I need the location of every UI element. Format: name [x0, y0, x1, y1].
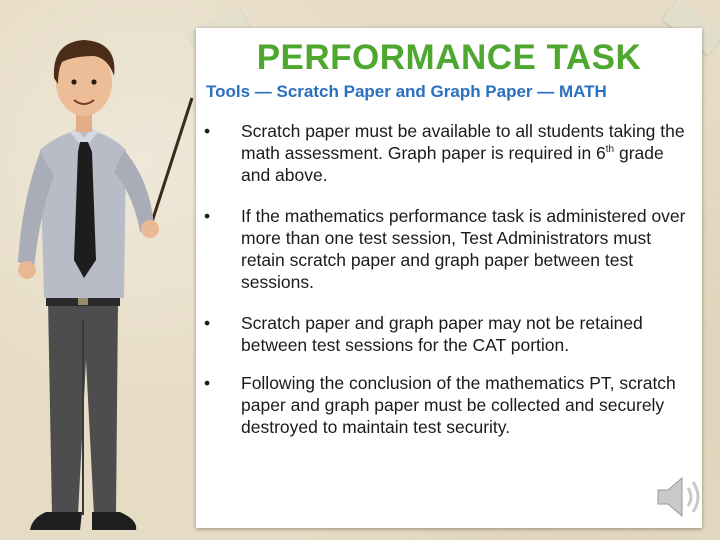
- bullet-text: Scratch paper and graph paper may not be retained between test sessions for the CAT portion.: [241, 313, 643, 355]
- bullet-marker: •: [204, 313, 211, 333]
- speaker-icon[interactable]: [654, 470, 708, 524]
- slide-subtitle: Tools — Scratch Paper and Graph Paper — MATH: [206, 82, 607, 101]
- pointer-stick: [150, 98, 192, 228]
- bullet-text: If the mathematics performance task is administered over more than one test session, Test Administrators must retain scratch paper and graph paper between test sessions.: [241, 206, 686, 292]
- ordinal-suffix: th: [605, 144, 615, 156]
- bullet-marker: •: [204, 206, 211, 226]
- slide-title: PERFORMANCE TASK: [256, 38, 642, 77]
- bullet-marker: •: [204, 121, 211, 141]
- bullet-text: Following the conclusion of the mathematics PT, scratch paper and graph paper must be collected and securely destroyed to maintain test security.: [241, 373, 676, 437]
- teacher-illustration: [0, 0, 200, 540]
- bullet-text: Scratch paper must be available to all students taking the math assessment. Graph paper is required in 6th grade and above.: [241, 121, 685, 185]
- bullet-marker: •: [204, 373, 211, 393]
